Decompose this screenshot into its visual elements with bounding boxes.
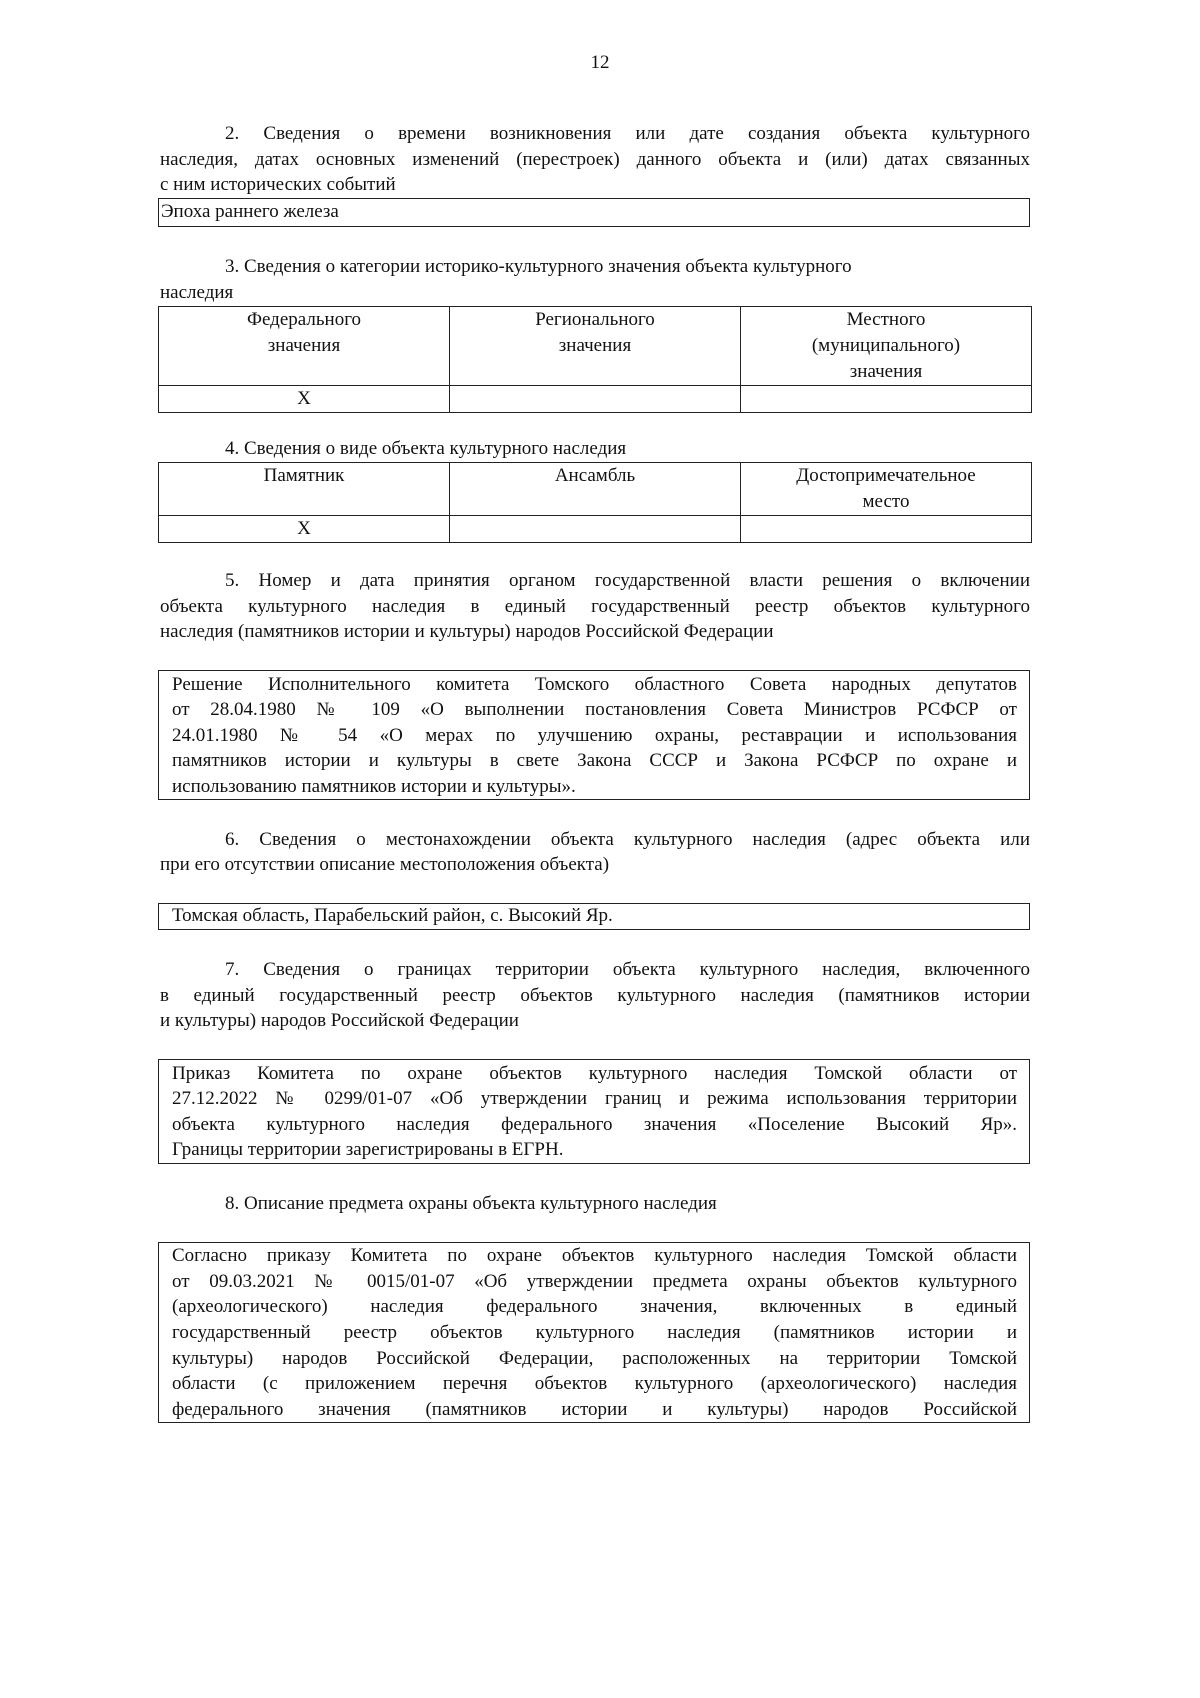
- box-text-line: культуры) народов Российской Федерации, расположенных на территории Томской: [172, 1348, 1017, 1369]
- header-text: Федерального: [246, 309, 362, 330]
- text-line: объекта культурного наследия в единый государственный реестр объектов культурного: [160, 596, 1030, 617]
- box-text-line: объекта культурного наследия федерального значения «Поселение Высокий Яр».: [172, 1114, 1017, 1135]
- box-text-line: государственный реестр объектов культурного наследия (памятников истории и: [172, 1322, 1017, 1343]
- table-value-cell: [450, 516, 741, 543]
- box-text-line: использованию памятников истории и культуры».: [172, 776, 576, 797]
- header-text: значения: [849, 361, 923, 382]
- text-line: 5. Номер и дата принятия органом государственной власти решения о включении: [225, 570, 1030, 591]
- box-text-line: Границы территории зарегистрированы в ЕГРН.: [172, 1139, 564, 1160]
- text-line: 7. Сведения о границах территории объекта культурного наследия, включенного: [225, 959, 1030, 980]
- table-header-cell: [741, 307, 1032, 386]
- box-text-line: федерального значения (памятников истории и культуры) народов Российской: [172, 1399, 1017, 1420]
- s4-table: [158, 462, 1032, 543]
- text-line: и культуры) народов Российской Федерации: [160, 1010, 519, 1031]
- header-text: (муниципального): [811, 335, 961, 356]
- header-text: значения: [267, 335, 341, 356]
- box-text-line: 24.01.1980 № 54 «О мерах по улучшению охраны, реставрации и использования: [172, 725, 1017, 746]
- text-line: 3. Сведения о категории историко-культурного значения объекта культурного: [225, 256, 852, 277]
- box-text-line: Томская область, Парабельский район, с. Высокий Яр.: [172, 905, 613, 926]
- text-line: наследия, датах основных изменений (перестроек) данного объекта и (или) датах связанных: [160, 149, 1030, 170]
- table-header-cell: [450, 463, 741, 516]
- text-line: наследия: [160, 282, 234, 303]
- table-value-cell: [450, 386, 741, 413]
- header-text: Памятник: [263, 465, 345, 486]
- table-header-cell: [159, 463, 450, 516]
- box-text-line: памятников истории и культуры в свете Закона СССР и Закона РСФСР по охране и: [172, 750, 1017, 771]
- text-line: 8. Описание предмета охраны объекта культурного наследия: [225, 1193, 717, 1214]
- text-line: 2. Сведения о времени возникновения или дате создания объекта культурного: [225, 123, 1030, 144]
- table-header-cell: [159, 307, 450, 386]
- text-line: с ним исторических событий: [160, 174, 396, 195]
- box-text-line: от 28.04.1980 № 109 «О выполнении постановления Совета Министров РСФСР от: [172, 699, 1017, 720]
- table-value-cell: X: [159, 386, 450, 413]
- box-text-line: Приказ Комитета по охране объектов культурного наследия Томской области от: [172, 1063, 1017, 1084]
- table-header-cell: [450, 307, 741, 386]
- table-header-cell: [741, 463, 1032, 516]
- box-text-line: от 09.03.2021 № 0015/01-07 «Об утверждении предмета охраны объектов культурного: [172, 1271, 1017, 1292]
- text-line: 4. Сведения о виде объекта культурного наследия: [225, 438, 627, 459]
- header-text: место: [862, 491, 910, 512]
- table-value-cell: [741, 516, 1032, 543]
- header-text: Ансамбль: [554, 465, 636, 486]
- header-text: Местного: [846, 309, 926, 330]
- box-text-line: Согласно приказу Комитета по охране объектов культурного наследия Томской области: [172, 1245, 1017, 1266]
- text-line: в единый государственный реестр объектов культурного наследия (памятников истории: [160, 985, 1030, 1006]
- box-text-line: 27.12.2022 № 0299/01-07 «Об утверждении границ и режима использования территории: [172, 1088, 1017, 1109]
- s2-value-box: [158, 198, 1030, 227]
- text-line: 6. Сведения о местонахождении объекта культурного наследия (адрес объекта или: [225, 829, 1030, 850]
- header-text: Регионального: [535, 309, 655, 330]
- box-text-line: области (с приложением перечня объектов культурного (археологического) наследия: [172, 1373, 1017, 1394]
- box-text-line: (археологического) наследия федерального значения, включенных в единый: [172, 1296, 1017, 1317]
- table-value-cell: X: [159, 516, 450, 543]
- text-line: наследия (памятников истории и культуры) народов Российской Федерации: [160, 621, 774, 642]
- header-text: значения: [558, 335, 632, 356]
- era-value: Эпоха раннего железа: [161, 201, 339, 222]
- table-value-cell: [741, 386, 1032, 413]
- text-line: при его отсутствии описание местоположения объекта): [160, 854, 610, 875]
- s3-table: [158, 306, 1032, 413]
- page-number: 12: [590, 52, 610, 73]
- header-text: Достопримечательное: [796, 465, 976, 486]
- box-text-line: Решение Исполнительного комитета Томского областного Совета народных депутатов: [172, 674, 1017, 695]
